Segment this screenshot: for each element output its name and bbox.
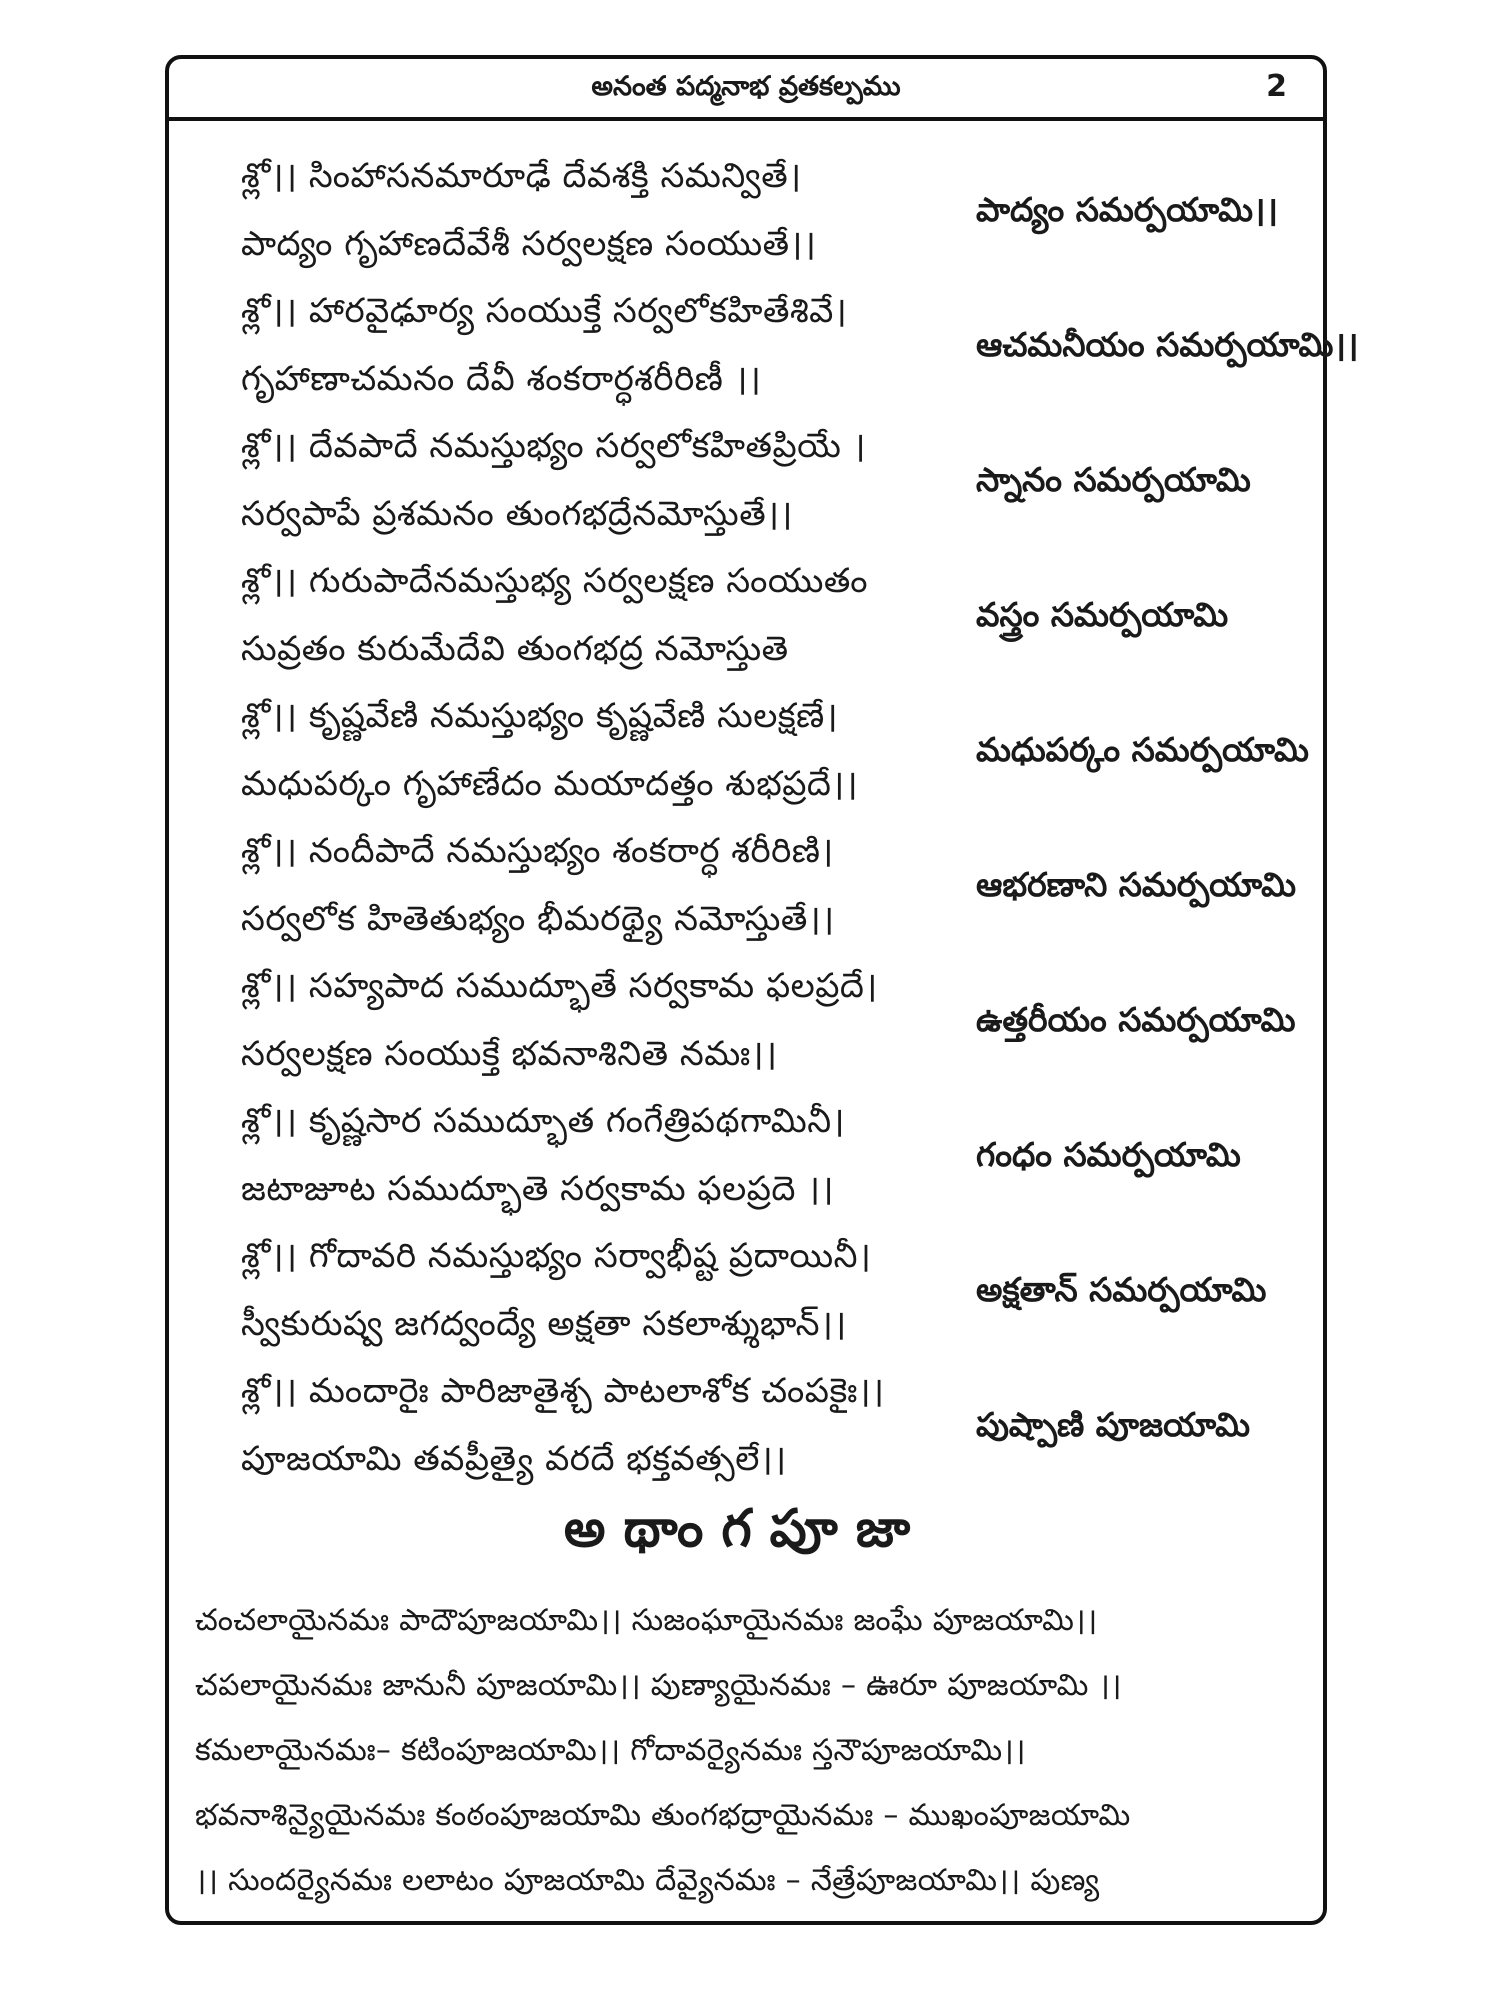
shloka-block <box>241 1099 1291 1237</box>
shloka-line-2: మధుపర్కం గృహాణేదం మయాదత్తం శుభప్రదే।। <box>241 764 859 804</box>
shloka-line-1: శ్లో।। హారవైఢూర్య సంయుక్తే సర్వలోకహితేశివే। <box>241 291 848 331</box>
offering-text: అక్షతాన్ సమర్పయామి <box>976 1270 1267 1309</box>
offering-text: పుష్పాణి పూజయామి <box>976 1405 1251 1444</box>
offering-text: ఉత్తరీయం సమర్పయామి <box>976 1000 1296 1039</box>
shloka-line-2: పూజయామి తవప్రీత్యై వరదే భక్తవత్సలే।। <box>241 1439 787 1479</box>
offering-text: ఆచమనీయం సమర్పయామి।। <box>976 325 1359 364</box>
shloka-line-2: సర్వలక్షణ సంయుక్తే భవనాశినితె నమః।। <box>241 1034 778 1074</box>
shloka-line-2: జటాజూట సముద్భూతె సర్వకామ ఫలప్రదె ।। <box>241 1169 834 1209</box>
page-number: 2 <box>1266 69 1287 104</box>
shloka-block <box>241 559 1291 697</box>
shloka-block <box>241 694 1309 832</box>
offering-text: గంధం సమర్పయామి <box>976 1135 1241 1174</box>
shloka-block <box>241 1369 1291 1507</box>
shloka-block <box>241 154 1291 292</box>
shloka-line-2: పాద్యం గృహాణదేవేశీ సర్వలక్షణ సంయుతే।। <box>241 224 817 264</box>
anga-puja-line: కమలాయైనమః– కటింపూజయామి।। గోదావర్యైనమః స్తనౌపూజయామి।। <box>195 1733 1026 1768</box>
shloka-block <box>241 1234 1291 1372</box>
shloka-line-2: సువ్రతం కురుమేదేవి తుంగభద్ర నమోస్తుతె <box>241 629 789 669</box>
anga-puja-line: చపలాయైనమః జానునీ పూజయామి।। పుణ్యాయైనమః – ఊరూ పూజయామి ।। <box>195 1668 1122 1703</box>
shloka-block <box>241 424 1291 562</box>
shloka-line-1: శ్లో।। నందీపాదే నమస్తుభ్యం శంకరార్ధ శరీరిణి। <box>241 831 834 871</box>
section-heading: అథాంగపూజా <box>563 1499 929 1559</box>
offering-text: వస్త్రం సమర్పయామి <box>976 595 1229 634</box>
shloka-line-2: సర్వపాపే ప్రశమనం తుంగభద్రేనమోస్తుతే।। <box>241 494 793 534</box>
offering-text: మధుపర్కం సమర్పయామి <box>976 730 1309 769</box>
shloka-line-2: గృహాణాచమనం దేవీ శంకరార్ధశరీరిణీ ।। <box>241 359 762 399</box>
shloka-line-1: శ్లో।। కృష్ణసార సముద్భూత గంగేత్రిపథగామినీ। <box>241 1101 845 1141</box>
anga-puja-line: ।। సుందర్యైనమః లలాటం పూజయామి దేవ్యైనమః – నేత్రేపూజయామి।। పుణ్య <box>195 1863 1100 1898</box>
shloka-line-1: శ్లో।। సింహాసనమారూఢే దేవశక్తి సమన్వితే। <box>241 156 802 196</box>
shloka-block <box>241 964 1296 1102</box>
offering-text: స్నానం సమర్పయామి <box>976 460 1251 499</box>
shloka-block <box>241 829 1297 967</box>
shloka-line-1: శ్లో।। గోదావరి నమస్తుభ్యం సర్వాభీష్ట ప్రదాయినీ। <box>241 1236 872 1276</box>
anga-puja-line: చంచలాయైనమః పాదౌపూజయామి।। సుజంఘాయైనమః జంఘే పూజయామి।। <box>195 1603 1098 1638</box>
anga-puja-line: భవనాశిన్యైయైనమః కంఠంపూజయామి తుంగభద్రాయైనమః – ముఖంపూజయామి <box>195 1798 1131 1833</box>
shloka-line-1: శ్లో।। సహ్యపాద సముద్భూతే సర్వకామ ఫలప్రదే। <box>241 966 878 1006</box>
page-header <box>169 59 1323 121</box>
page-frame <box>165 55 1359 1925</box>
shloka-line-1: శ్లో।। కృష్ణవేణి నమస్తుభ్యం కృష్ణవేణి సులక్షణే। <box>241 696 839 736</box>
page-title: అనంత పద్మనాభ వ్రతకల్పము <box>591 71 901 102</box>
shloka-block <box>241 289 1359 427</box>
offering-text: పాద్యం సమర్పయామి।। <box>976 190 1279 229</box>
shloka-line-1: శ్లో।। దేవపాదే నమస్తుభ్యం సర్వలోకహితప్రియే । <box>241 426 867 466</box>
shloka-line-1: శ్లో।। మందారైః పారిజాతైశ్చ పాటలాశోక చంపకైః।। <box>241 1371 885 1411</box>
shloka-line-2: స్వీకురుష్వ జగద్వంద్యే అక్షతా సకలాశ్శుభాన్।। <box>241 1304 847 1344</box>
shloka-line-1: శ్లో।। గురుపాదేనమస్తుభ్య సర్వలక్షణ సంయుతం <box>241 561 869 601</box>
shloka-line-2: సర్వలోక హితెతుభ్యం భీమరథ్యై నమోస్తుతే।। <box>241 899 835 939</box>
offering-text: ఆభరణాని సమర్పయామి <box>976 865 1297 904</box>
